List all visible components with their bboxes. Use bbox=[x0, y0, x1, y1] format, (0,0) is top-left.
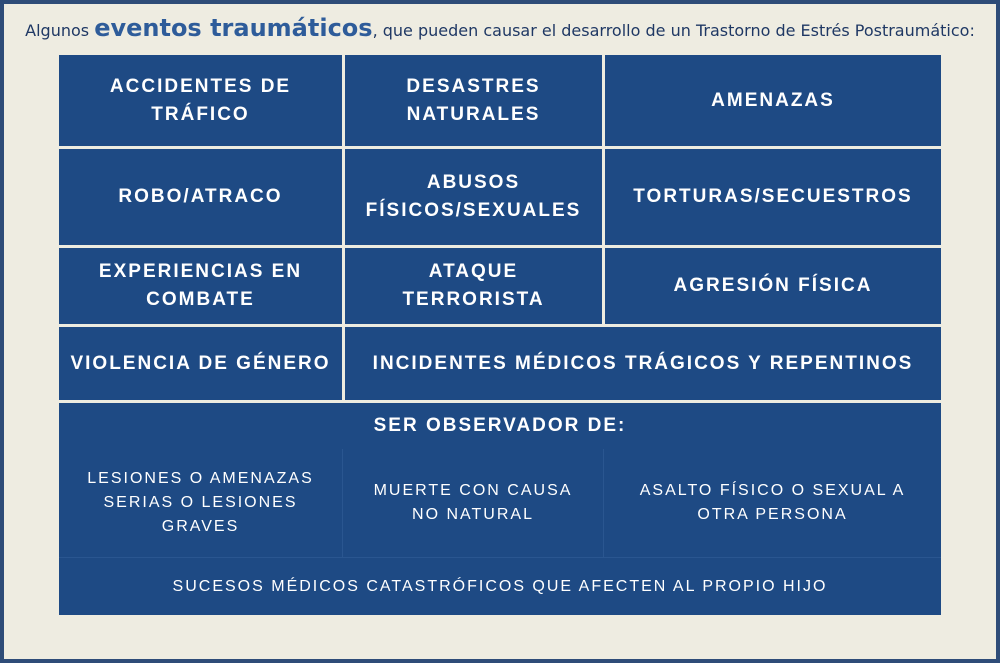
event-cell bbox=[345, 149, 602, 245]
event-label: INCIDENTES MÉDICOS TRÁGICOS Y REPENTINOS bbox=[372, 352, 914, 374]
event-label: ATAQUE TERRORISTA bbox=[402, 261, 545, 310]
observer-cell bbox=[343, 449, 604, 557]
observer-footer-label: SUCESOS MÉDICOS CATASTRÓFICOS QUE AFECTEN AL PROPIO HIJO bbox=[172, 577, 828, 595]
event-label: TORTURAS/SECUESTROS bbox=[633, 186, 913, 207]
event-label: AGRESIÓN FÍSICA bbox=[673, 275, 873, 296]
event-cell bbox=[345, 327, 941, 400]
title-emphasis: eventos traumáticos bbox=[94, 14, 373, 42]
observer-label: ASALTO FÍSICO O SEXUAL A OTRA PERSONA bbox=[639, 482, 906, 523]
event-label: VIOLENCIA DE GÉNERO bbox=[70, 352, 331, 374]
observer-cell bbox=[604, 449, 941, 557]
title-prefix: Algunos bbox=[25, 21, 90, 40]
event-cell bbox=[59, 149, 342, 245]
event-label: ACCIDENTES DE TRÁFICO bbox=[109, 75, 292, 125]
event-cell bbox=[605, 248, 941, 324]
observer-footer bbox=[59, 557, 941, 615]
event-cell bbox=[59, 327, 342, 400]
event-cell bbox=[605, 55, 941, 146]
title-suffix: , que pueden causar el desarrollo de un Trastorno de Estrés Postraumático: bbox=[372, 21, 975, 40]
observer-heading bbox=[59, 403, 941, 449]
event-label: AMENAZAS bbox=[711, 89, 835, 111]
page-title bbox=[0, 14, 1000, 42]
observer-cell bbox=[59, 449, 343, 557]
event-cell bbox=[605, 149, 941, 245]
event-label: DESASTRES NATURALES bbox=[406, 75, 541, 125]
event-cell bbox=[59, 55, 342, 146]
event-cell bbox=[345, 55, 602, 146]
event-label: EXPERIENCIAS EN COMBATE bbox=[98, 261, 303, 310]
event-cell bbox=[345, 248, 602, 324]
observer-label: MUERTE CON CAUSA NO NATURAL bbox=[373, 482, 573, 523]
observer-label: LESIONES O AMENAZAS SERIAS O LESIONES GRAVES bbox=[87, 470, 314, 535]
event-cell bbox=[59, 248, 342, 324]
observer-heading-label: SER OBSERVADOR DE: bbox=[373, 415, 627, 436]
event-label: ROBO/ATRACO bbox=[118, 186, 283, 207]
event-label: ABUSOS FÍSICOS/SEXUALES bbox=[365, 172, 582, 221]
